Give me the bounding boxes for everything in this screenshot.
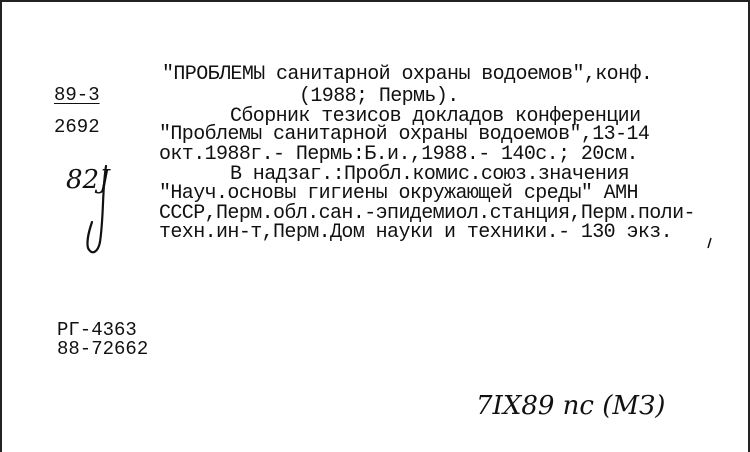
handwritten-initials-text: 82J: [66, 165, 110, 195]
stray-mark: [704, 236, 714, 250]
registration-number-1: РГ-4363: [57, 319, 137, 341]
record-line-5: окт.1988г.- Пермь:Б.и.,1988.- 140с.; 20см.: [159, 143, 638, 166]
record-line-3: Сборник тезисов докладов конференции: [230, 105, 641, 128]
shelf-classification: 89-3: [54, 84, 100, 106]
record-line-2: (1988; Пермь).: [299, 85, 459, 108]
record-line-8: СССР,Перм.обл.сан.-эпидемиол.станция,Перм.поли-: [159, 202, 695, 225]
shelf-number: 2692: [54, 116, 100, 138]
record-line-9: техн.ин-т,Перм.Дом науки и техники.- 130 экз.: [159, 221, 673, 244]
record-line-1: "ПРОБЛЕМЫ санитарной охраны водоемов",конф.: [162, 63, 653, 86]
record-line-7: "Науч.основы гигиены окружающей среды" АМН: [159, 182, 638, 205]
handwritten-initials: [62, 152, 132, 262]
record-line-4: "Проблемы санитарной охраны водоемов",13-14: [159, 123, 650, 146]
handwritten-footer: [472, 380, 692, 430]
handwritten-footer-text: 7IX89 пс (МЗ): [476, 391, 666, 421]
record-line-6: В надзаг.:Пробл.комис.союз.значения: [230, 163, 630, 186]
registration-number-2: 88-72662: [57, 338, 149, 360]
